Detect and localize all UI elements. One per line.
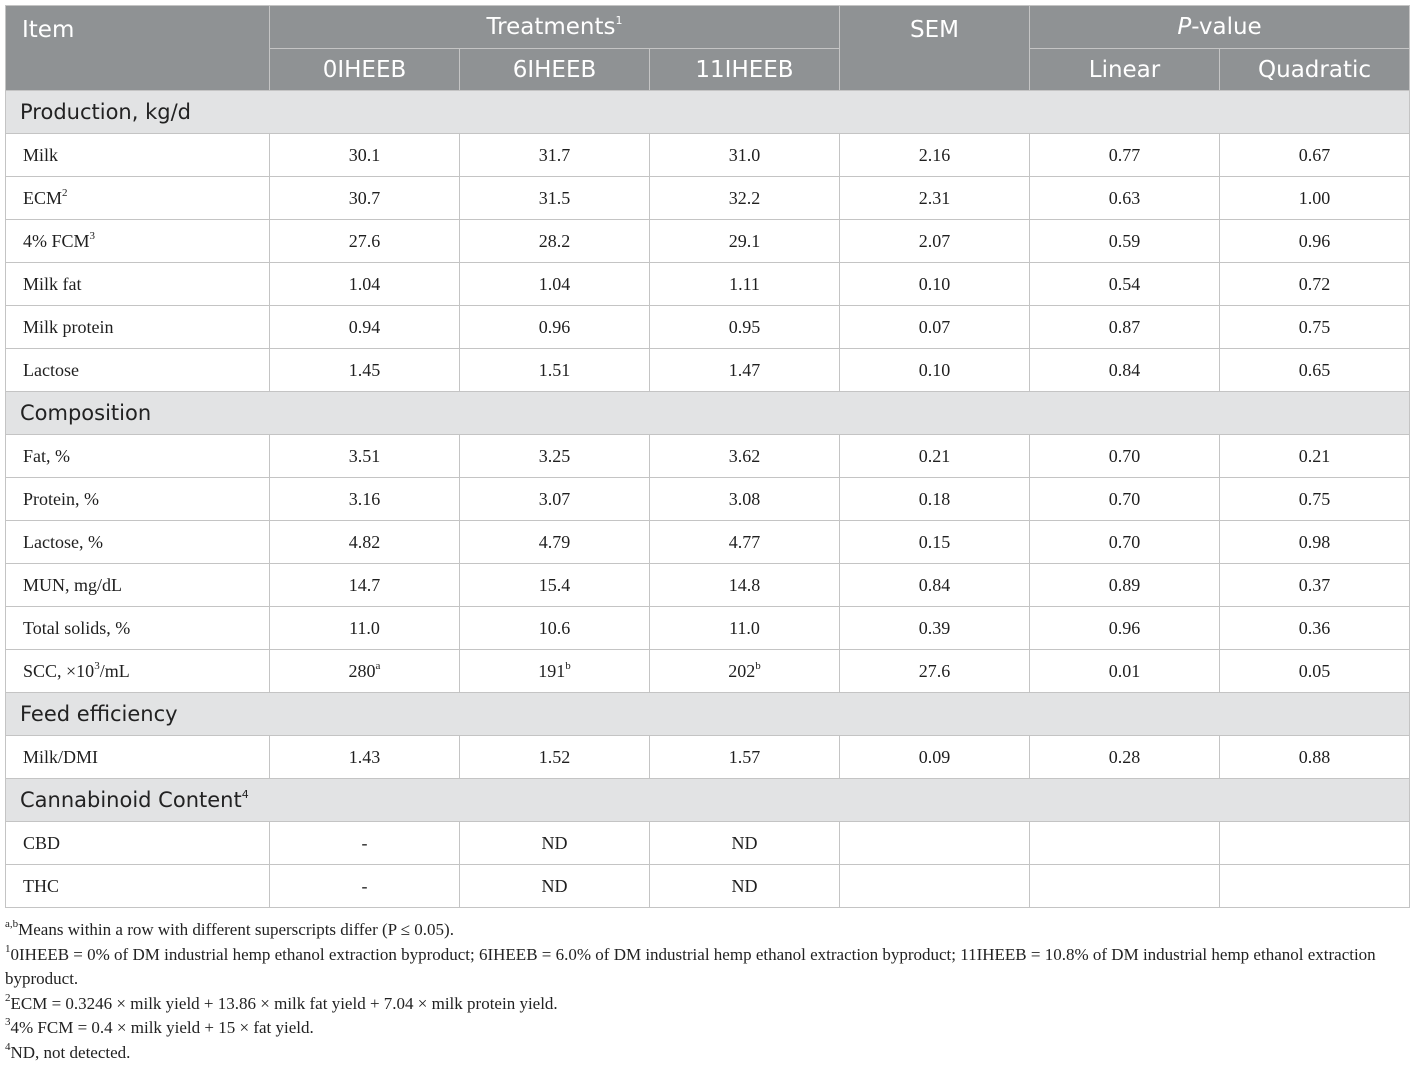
row-label-superscript: 2 — [62, 186, 68, 199]
treatment-value: 31.5 — [538, 187, 571, 208]
treatment-value: 1.43 — [348, 746, 381, 767]
treatment-value: 1.51 — [538, 359, 571, 380]
row-label: ECM — [23, 187, 63, 208]
row-label: MUN, mg/dL — [23, 574, 122, 595]
treatment-value-cell — [270, 736, 460, 779]
quadratic-pvalue: 0.96 — [1220, 220, 1410, 263]
linear-pvalue: 0.70 — [1030, 435, 1220, 478]
treatment-value-cell — [650, 650, 840, 693]
linear-pvalue: 0.28 — [1030, 736, 1220, 779]
treatment-value-cell — [650, 220, 840, 263]
treatment-value: 10.6 — [538, 617, 571, 638]
quadratic-pvalue: 0.75 — [1220, 478, 1410, 521]
treatment-value-cell — [460, 564, 650, 607]
quadratic-pvalue: 0.65 — [1220, 349, 1410, 392]
treatment-value: 0.94 — [348, 316, 381, 337]
row-label-suffix: /mL — [99, 660, 130, 681]
treatment-value: 4.82 — [348, 531, 381, 552]
sem-value: 0.09 — [840, 736, 1030, 779]
table-row — [6, 435, 1410, 478]
table-body — [6, 91, 1410, 908]
footnote — [5, 943, 1409, 992]
table-header — [6, 6, 1410, 91]
row-label-cell — [6, 564, 270, 607]
row-label: SCC, ×10 — [23, 660, 95, 681]
header-pvalue-rest: -value — [1191, 14, 1262, 40]
footnotes — [5, 918, 1409, 1065]
row-label: Milk — [23, 144, 59, 165]
treatment-value-cell — [650, 822, 840, 865]
treatment-value: 4.77 — [728, 531, 761, 552]
treatment-value: 0.95 — [728, 316, 761, 337]
footnote-text: 0IHEEB = 0% of DM industrial hemp ethanol extraction byproduct; 6IHEEB = 6.0% of DM industrial hemp ethanol extraction byproduct; 11IHEEB = 10.8% of DM industrial hemp ethanol extraction byproduct. — [5, 944, 1376, 988]
footnote-mark: 4 — [5, 1040, 11, 1053]
treatment-value-cell — [460, 263, 650, 306]
treatment-value-cell — [460, 478, 650, 521]
linear-pvalue: 0.70 — [1030, 478, 1220, 521]
treatment-value: 31.7 — [538, 144, 571, 165]
treatment-value: 30.1 — [348, 144, 381, 165]
linear-pvalue: 0.96 — [1030, 607, 1220, 650]
treatment-value-cell — [460, 822, 650, 865]
footnote-text: Means within a row with different superscripts differ (P ≤ 0.05). — [18, 920, 454, 939]
header-treatments — [270, 6, 840, 49]
significance-letter: a — [375, 659, 381, 672]
section-title-cell — [6, 779, 1410, 822]
section-title: Cannabinoid Content — [20, 788, 242, 812]
row-label: Lactose — [23, 359, 79, 380]
header-pvalue-col: Linear — [1030, 49, 1220, 91]
row-label-cell — [6, 822, 270, 865]
table-row — [6, 736, 1410, 779]
table-row — [6, 177, 1410, 220]
treatment-value-cell — [270, 220, 460, 263]
treatment-value-cell — [270, 263, 460, 306]
sem-value: 2.07 — [840, 220, 1030, 263]
treatment-value-cell — [270, 177, 460, 220]
table-row — [6, 263, 1410, 306]
section-title-footnote-mark: 4 — [241, 788, 249, 801]
sem-value — [840, 822, 1030, 865]
row-label-cell — [6, 435, 270, 478]
treatment-value: 3.16 — [348, 488, 381, 509]
linear-pvalue: 0.01 — [1030, 650, 1220, 693]
treatment-value-cell — [460, 220, 650, 263]
table-row — [6, 564, 1410, 607]
table-figure — [5, 5, 1409, 1065]
footnote-mark: 2 — [5, 991, 11, 1004]
sem-value: 0.15 — [840, 521, 1030, 564]
footnote — [5, 1041, 1409, 1066]
sem-value — [840, 865, 1030, 908]
treatment-value-cell — [460, 349, 650, 392]
row-label: Milk fat — [23, 273, 82, 294]
treatment-value-cell — [650, 865, 840, 908]
sem-value: 0.10 — [840, 349, 1030, 392]
treatment-value: 280 — [348, 660, 376, 681]
footnote — [5, 992, 1409, 1017]
table-row — [6, 865, 1410, 908]
table-row — [6, 521, 1410, 564]
row-label-cell — [6, 220, 270, 263]
treatment-value: 202 — [728, 660, 756, 681]
treatment-value-cell — [270, 650, 460, 693]
sem-value: 27.6 — [840, 650, 1030, 693]
quadratic-pvalue: 0.37 — [1220, 564, 1410, 607]
treatment-value-cell — [650, 478, 840, 521]
treatment-value: 29.1 — [728, 230, 761, 251]
row-label-superscript: 3 — [94, 659, 100, 672]
treatment-value: 27.6 — [348, 230, 381, 251]
treatment-value-cell — [650, 349, 840, 392]
sem-value: 0.39 — [840, 607, 1030, 650]
treatment-value: ND — [541, 832, 568, 853]
quadratic-pvalue: 0.72 — [1220, 263, 1410, 306]
footnote-mark: 1 — [5, 942, 11, 955]
section-row — [6, 91, 1410, 134]
header-pvalue — [1030, 6, 1410, 49]
row-label-cell — [6, 650, 270, 693]
treatment-value: 1.04 — [538, 273, 571, 294]
treatment-value: 4.79 — [538, 531, 571, 552]
table-row — [6, 822, 1410, 865]
treatment-value-cell — [460, 607, 650, 650]
header-treatment-col: 6IHEEB — [460, 49, 650, 91]
sem-value: 0.84 — [840, 564, 1030, 607]
linear-pvalue: 0.54 — [1030, 263, 1220, 306]
treatment-value-cell — [650, 607, 840, 650]
row-label: 4% FCM — [23, 230, 90, 251]
treatment-value-cell — [650, 263, 840, 306]
sem-value: 2.31 — [840, 177, 1030, 220]
sem-value: 0.10 — [840, 263, 1030, 306]
quadratic-pvalue: 1.00 — [1220, 177, 1410, 220]
treatment-value-cell — [270, 564, 460, 607]
treatment-value-cell — [650, 306, 840, 349]
treatment-value-cell — [270, 478, 460, 521]
section-title: Feed efficiency — [20, 702, 178, 726]
sem-value: 2.16 — [840, 134, 1030, 177]
row-label-cell — [6, 521, 270, 564]
footnote-mark: 3 — [5, 1016, 11, 1029]
row-label-cell — [6, 134, 270, 177]
header-treatment-col: 0IHEEB — [270, 49, 460, 91]
treatment-value: 28.2 — [538, 230, 571, 251]
treatment-value: 14.8 — [728, 574, 761, 595]
treatment-value-cell — [460, 306, 650, 349]
header-sem: SEM — [840, 6, 1030, 91]
treatment-value: 3.07 — [538, 488, 571, 509]
treatment-value-cell — [270, 435, 460, 478]
treatment-value-cell — [460, 650, 650, 693]
treatment-value: ND — [731, 832, 758, 853]
row-label: Lactose, % — [23, 531, 103, 552]
treatment-value: 3.08 — [728, 488, 761, 509]
treatment-value: 14.7 — [348, 574, 381, 595]
treatment-value-cell — [650, 736, 840, 779]
table-row — [6, 650, 1410, 693]
row-label-cell — [6, 607, 270, 650]
treatment-value-cell — [460, 865, 650, 908]
treatment-value-cell — [460, 134, 650, 177]
table-row — [6, 478, 1410, 521]
results-table — [5, 5, 1410, 908]
linear-pvalue — [1030, 865, 1220, 908]
footnote-text: ECM = 0.3246 × milk yield + 13.86 × milk fat yield + 7.04 × milk protein yield. — [10, 993, 558, 1013]
treatment-value: 1.57 — [728, 746, 761, 767]
treatment-value-cell — [270, 349, 460, 392]
treatment-value-cell — [650, 564, 840, 607]
sem-value: 0.18 — [840, 478, 1030, 521]
linear-pvalue: 0.87 — [1030, 306, 1220, 349]
quadratic-pvalue: 0.88 — [1220, 736, 1410, 779]
row-label: Fat, % — [23, 445, 70, 466]
quadratic-pvalue: 0.67 — [1220, 134, 1410, 177]
treatment-value: - — [361, 875, 368, 896]
section-title-cell — [6, 693, 1410, 736]
row-label: Milk/DMI — [23, 746, 99, 767]
footnote — [5, 1016, 1409, 1041]
treatment-value: 1.04 — [348, 273, 381, 294]
treatment-value-cell — [270, 822, 460, 865]
row-label: Milk protein — [23, 316, 114, 337]
sem-value: 0.21 — [840, 435, 1030, 478]
treatment-value-cell — [650, 521, 840, 564]
row-label-cell — [6, 349, 270, 392]
linear-pvalue: 0.59 — [1030, 220, 1220, 263]
treatment-value-cell — [460, 435, 650, 478]
table-row — [6, 220, 1410, 263]
treatment-value: 1.45 — [348, 359, 381, 380]
header-pvalue-col: Quadratic — [1220, 49, 1410, 91]
linear-pvalue: 0.84 — [1030, 349, 1220, 392]
table-row — [6, 607, 1410, 650]
treatment-value-cell — [460, 177, 650, 220]
significance-letter: b — [565, 659, 571, 672]
footnote-text: 4% FCM = 0.4 × milk yield + 15 × fat yield. — [10, 1018, 314, 1037]
treatment-value: - — [361, 832, 368, 853]
linear-pvalue: 0.70 — [1030, 521, 1220, 564]
treatment-value-cell — [270, 134, 460, 177]
treatment-value-cell — [650, 134, 840, 177]
treatment-value-cell — [270, 865, 460, 908]
treatment-value-cell — [460, 736, 650, 779]
quadratic-pvalue: 0.05 — [1220, 650, 1410, 693]
row-label: CBD — [23, 832, 61, 853]
linear-pvalue: 0.89 — [1030, 564, 1220, 607]
section-row — [6, 392, 1410, 435]
footnote-text: ND, not detected. — [10, 1042, 131, 1062]
row-label: THC — [23, 875, 59, 896]
treatment-value: 3.62 — [728, 445, 761, 466]
row-label-cell — [6, 177, 270, 220]
treatment-value: 11.0 — [349, 617, 380, 638]
treatment-value: 31.0 — [728, 144, 761, 165]
section-row — [6, 779, 1410, 822]
treatment-value: 3.51 — [348, 445, 381, 466]
row-label-cell — [6, 865, 270, 908]
treatment-value: ND — [541, 875, 568, 896]
treatment-value: 11.0 — [729, 617, 760, 638]
section-title-cell — [6, 392, 1410, 435]
row-label-cell — [6, 736, 270, 779]
row-label: Protein, % — [23, 488, 99, 509]
table-row — [6, 349, 1410, 392]
header-treatments-footnote-mark: 1 — [615, 14, 623, 28]
quadratic-pvalue — [1220, 822, 1410, 865]
treatment-value: 1.47 — [728, 359, 761, 380]
linear-pvalue: 0.63 — [1030, 177, 1220, 220]
row-label-superscript: 3 — [89, 229, 96, 242]
section-title-cell — [6, 91, 1410, 134]
header-treatment-col: 11IHEEB — [650, 49, 840, 91]
treatment-value-cell — [650, 435, 840, 478]
row-label-cell — [6, 263, 270, 306]
quadratic-pvalue: 0.98 — [1220, 521, 1410, 564]
treatment-value: 1.52 — [538, 746, 571, 767]
linear-pvalue — [1030, 822, 1220, 865]
section-title: Production, kg/d — [20, 100, 191, 124]
quadratic-pvalue: 0.36 — [1220, 607, 1410, 650]
treatment-value: 191 — [538, 660, 566, 681]
treatment-value: 32.2 — [728, 187, 761, 208]
quadratic-pvalue — [1220, 865, 1410, 908]
header-item: Item — [6, 6, 270, 91]
treatment-value: 3.25 — [538, 445, 571, 466]
treatment-value-cell — [270, 607, 460, 650]
row-label-cell — [6, 306, 270, 349]
footnote-mark: a,b — [5, 918, 19, 931]
treatment-value: 1.11 — [729, 273, 760, 294]
header-treatments-label: Treatments — [486, 14, 616, 40]
treatment-value-cell — [270, 521, 460, 564]
treatment-value: 30.7 — [348, 187, 381, 208]
significance-letter: b — [755, 659, 761, 672]
quadratic-pvalue: 0.75 — [1220, 306, 1410, 349]
treatment-value-cell — [460, 521, 650, 564]
quadratic-pvalue: 0.21 — [1220, 435, 1410, 478]
treatment-value: 15.4 — [538, 574, 571, 595]
table-row — [6, 134, 1410, 177]
row-label: Total solids, % — [23, 617, 131, 638]
section-title: Composition — [20, 401, 152, 425]
footnote — [5, 918, 1409, 943]
section-row — [6, 693, 1410, 736]
header-pvalue-p: P — [1177, 14, 1192, 40]
treatment-value-cell — [270, 306, 460, 349]
table-row — [6, 306, 1410, 349]
treatment-value: ND — [731, 875, 758, 896]
treatment-value-cell — [650, 177, 840, 220]
sem-value: 0.07 — [840, 306, 1030, 349]
treatment-value: 0.96 — [538, 316, 571, 337]
row-label-cell — [6, 478, 270, 521]
linear-pvalue: 0.77 — [1030, 134, 1220, 177]
